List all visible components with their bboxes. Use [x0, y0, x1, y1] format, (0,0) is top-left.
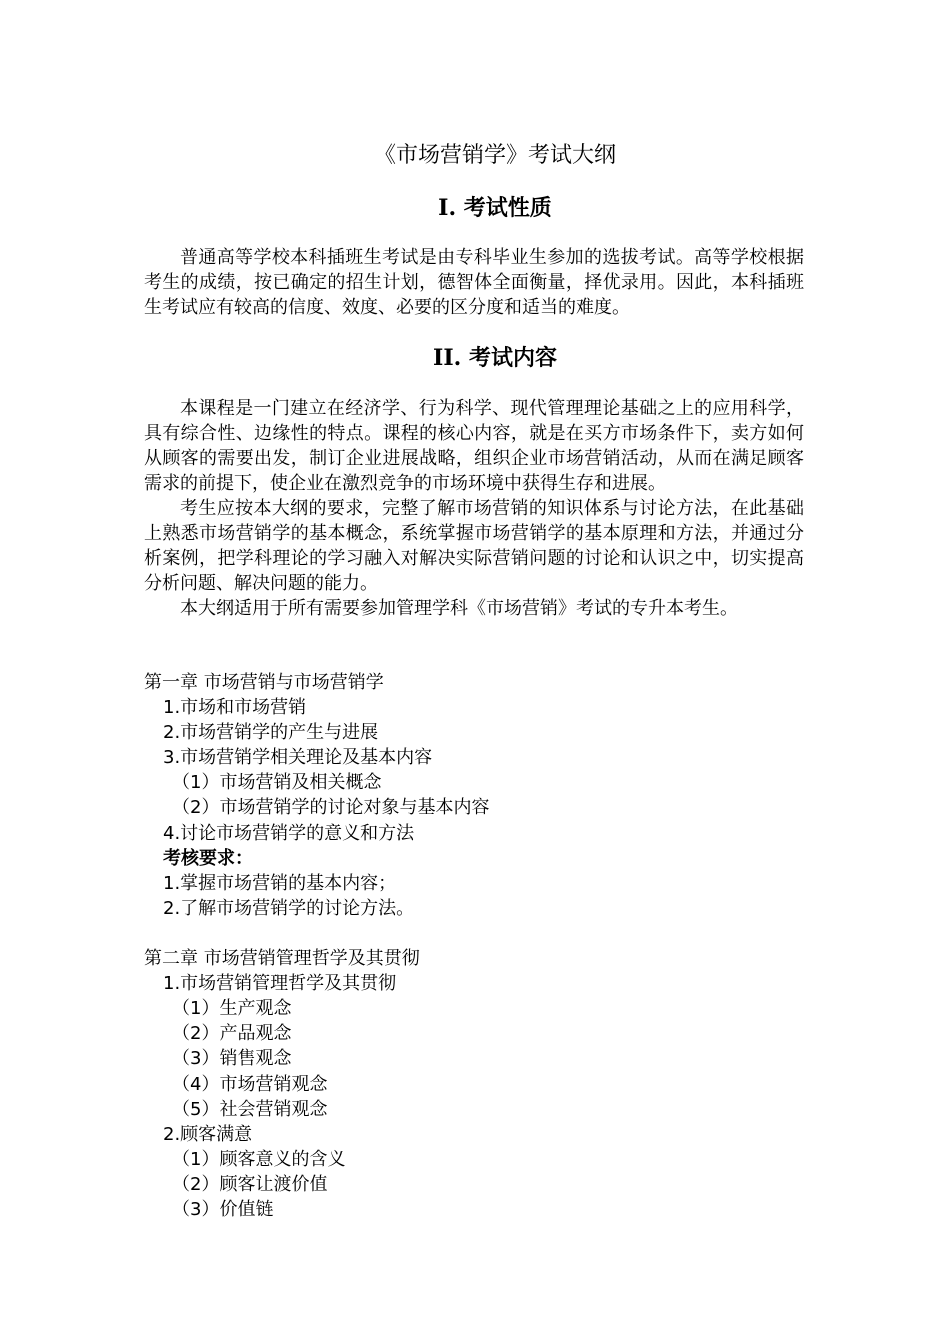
- list-item: 2.顾客满意: [163, 1123, 253, 1145]
- list-subitem: （4）市场营销观念: [172, 1073, 328, 1095]
- list-item: 3.市场营销学相关理论及基本内容: [163, 747, 433, 769]
- list-subitem: （2）顾客让渡价值: [172, 1173, 328, 1195]
- list-subitem: （1）顾客意义的含义: [172, 1148, 346, 1170]
- chapter-title: 第二章 市场营销管理哲学及其贯彻: [144, 948, 420, 970]
- list-item: 4.讨论市场营销学的意义和方法: [163, 822, 415, 844]
- section-heading-nature: [0, 190, 950, 227]
- list-subitem: （1）市场营销及相关概念: [172, 772, 382, 794]
- list-subitem: （3）销售观念: [172, 1048, 292, 1070]
- section-heading-content: [0, 340, 950, 377]
- requirements-label: 考核要求：: [163, 847, 253, 869]
- section-number: I.: [438, 195, 457, 221]
- paragraph-exam-nature: 普通高等学校本科插班生考试是由专科毕业生参加的选拔考试。高等学校根据考生的成绩，按已确定的招生计划，德智体全面衡量，择优录用。因此，本科插班生考试应有较高的信度、效度、必要的区分度和适当的难度。: [144, 247, 804, 318]
- list-subitem: （2）产品观念: [172, 1023, 292, 1045]
- paragraph-course-intro: 本课程是一门建立在经济学、行为科学、现代管理理论基础之上的应用科学，具有综合性、边缘性的特点。课程的核心内容，就是在买方市场条件下，卖方如何从顾客的需要出发，制订企业进展战略，组织企业市场营销活动，从而在满足顾客需求的前提下，使企业在激烈竞争的市场环境中获得生存和进展。: [144, 398, 804, 494]
- list-subitem: （2）市场营销学的讨论对象与基本内容: [172, 797, 490, 819]
- chapter-title: 第一章 市场营销与市场营销学: [144, 672, 384, 693]
- list-subitem: （3）价值链: [172, 1198, 274, 1220]
- paragraph-exam-requirements: 考生应按本大纲的要求，完整了解市场营销的知识体系与讨论方法，在此基础上熟悉市场营销学的基本概念，系统掌握市场营销学的基本原理和方法，并通过分析案例，把学科理论的学习融入对解决实际营销问题的讨论和认识之中，切实提高分析问题、解决问题的能力。: [144, 498, 804, 594]
- spacer: [144, 921, 824, 946]
- requirement-item: 1.掌握市场营销的基本内容；: [163, 872, 397, 894]
- list-item: 1.市场营销管理哲学及其贯彻: [163, 973, 397, 995]
- section-title: 考试性质: [463, 196, 552, 221]
- document-title: 《市场营销学》考试大纲: [373, 143, 616, 168]
- list-subitem: （5）社会营销观念: [172, 1098, 328, 1120]
- section-number: II.: [433, 345, 462, 371]
- list-item: 1.市场和市场营销: [163, 697, 307, 719]
- requirement-item: 2.了解市场营销学的讨论方法。: [163, 897, 415, 919]
- section-title: 考试内容: [468, 346, 557, 371]
- chapter-outline: [144, 670, 824, 1222]
- list-item: 2.市场营销学的产生与进展: [163, 722, 379, 744]
- paragraph-scope: 本大纲适用于所有需要参加管理学科《市场营销》考试的专升本考生。: [180, 598, 738, 619]
- list-subitem: （1）生产观念: [172, 998, 292, 1020]
